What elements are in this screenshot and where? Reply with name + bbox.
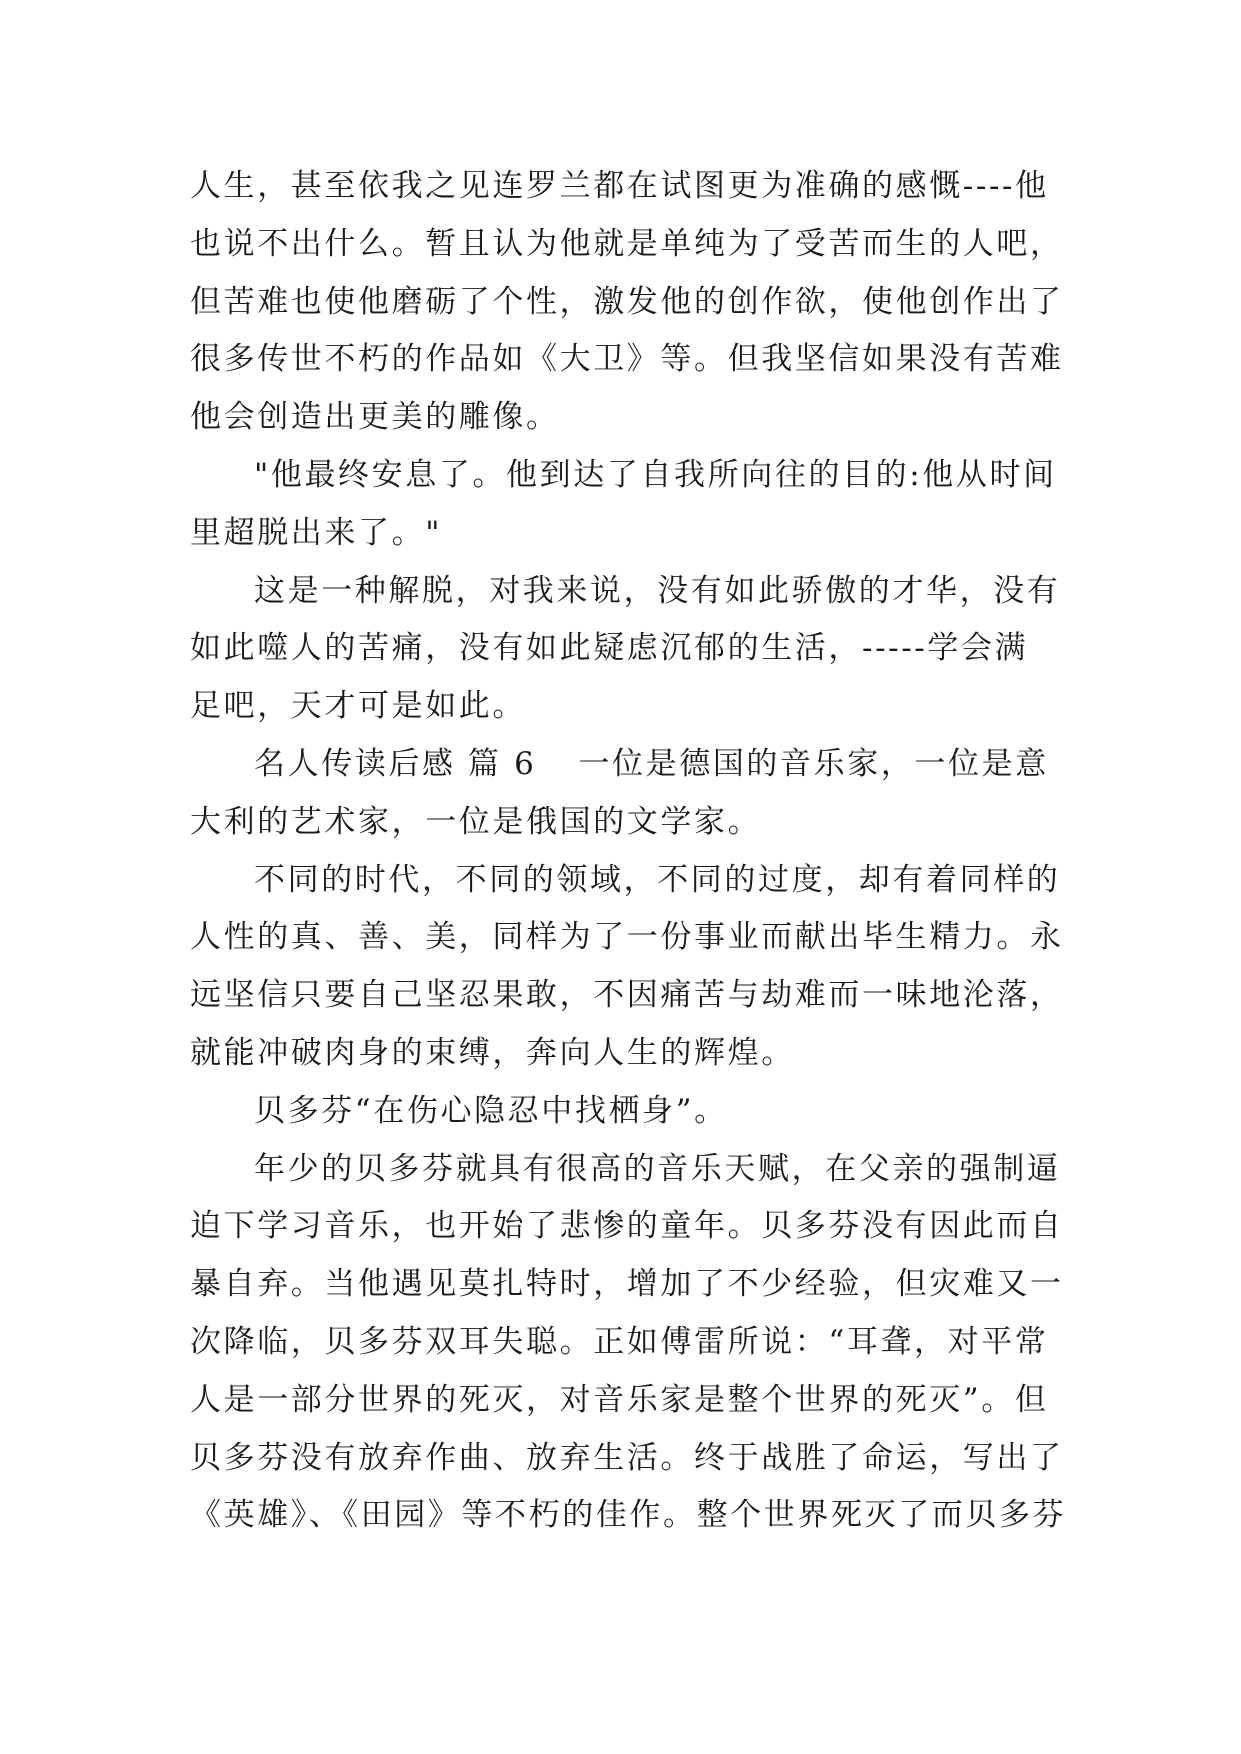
text-line: 次降临，贝多芬双耳失聪。正如傅雷所说：“耳聋，对平常 xyxy=(190,1323,1049,1360)
paragraph xyxy=(190,563,1062,736)
text-line: 贝多芬没有放弃作曲、放弃生活。终于战胜了命运，写出了 xyxy=(190,1439,1064,1476)
paragraph xyxy=(190,447,1062,563)
text-line: 暴自弃。当他遇见莫扎特时，增加了不少经验，但灾难又一 xyxy=(190,1266,1064,1303)
text-line: 远坚信只要自己坚忍果敢，不因痛苦与劫难而一味地沦落， xyxy=(190,977,1064,1014)
text-line: 大利的艺术家，一位是俄国的文学家。 xyxy=(190,803,762,840)
text-line: 不同的时代，不同的领域，不同的过度，却有着同样的 xyxy=(254,861,1061,898)
text-line: 《英雄》、《田园》等不朽的佳作。整个世界死灭了而贝多芬 xyxy=(190,1497,1067,1534)
text-line: 里超脱出来了。" xyxy=(190,514,443,551)
text-line: 但苦难也使他磨砺了个性，激发他的创作欲，使他创作出了 xyxy=(190,283,1064,320)
text-line: 人是一部分世界的死灭，对音乐家是整个世界的死灭”。但 xyxy=(190,1381,1049,1418)
text-line: 如此噬人的苦痛，没有如此疑虑沉郁的生活，-----学会满 xyxy=(190,630,1029,667)
text-line: 贝多芬“在伤心隐忍中找栖身”。 xyxy=(254,1092,728,1129)
paragraph xyxy=(190,1141,1067,1546)
text-line: 也说不出什么。暂且认为他就是单纯为了受苦而生的人吧， xyxy=(190,225,1064,262)
paragraph xyxy=(190,852,1062,1083)
text-line: 就能冲破肉身的束缚，奔向人生的辉煌。 xyxy=(190,1034,795,1071)
text-line: 人生，甚至依我之见连罗兰都在试图更为准确的感慨----他 xyxy=(190,168,1049,204)
text-line: 这是一种解脱，对我来说，没有如此骄傲的才华，没有 xyxy=(254,572,1061,609)
text-line xyxy=(190,736,1062,794)
paragraph xyxy=(190,1083,1062,1141)
document-body xyxy=(190,158,1067,1545)
text-line: 足吧，天才可是如此。 xyxy=(190,688,526,725)
text-line: 人性的真、善、美，同样为了一份事业而献出毕生精力。永 xyxy=(190,919,1064,956)
text-line: "他最终安息了。他到达了自我所向往的目的:他从时间 xyxy=(254,456,1057,493)
paragraph xyxy=(190,736,1062,852)
text-line: 迫下学习音乐，也开始了悲惨的童年。贝多芬没有因此而自 xyxy=(190,1208,1064,1245)
section-heading: 名人传读后感 篇 6 xyxy=(254,745,537,782)
text-run: 一位是德国的音乐家，一位是意 xyxy=(578,745,1049,782)
text-line: 他会创造出更美的雕像。 xyxy=(190,399,560,436)
paragraph xyxy=(190,158,1062,447)
text-line: 年少的贝多芬就具有很高的音乐天赋，在父亲的强制逼 xyxy=(254,1150,1061,1187)
text-line: 很多传世不朽的作品如《大卫》等。但我坚信如果没有苦难 xyxy=(190,341,1064,378)
